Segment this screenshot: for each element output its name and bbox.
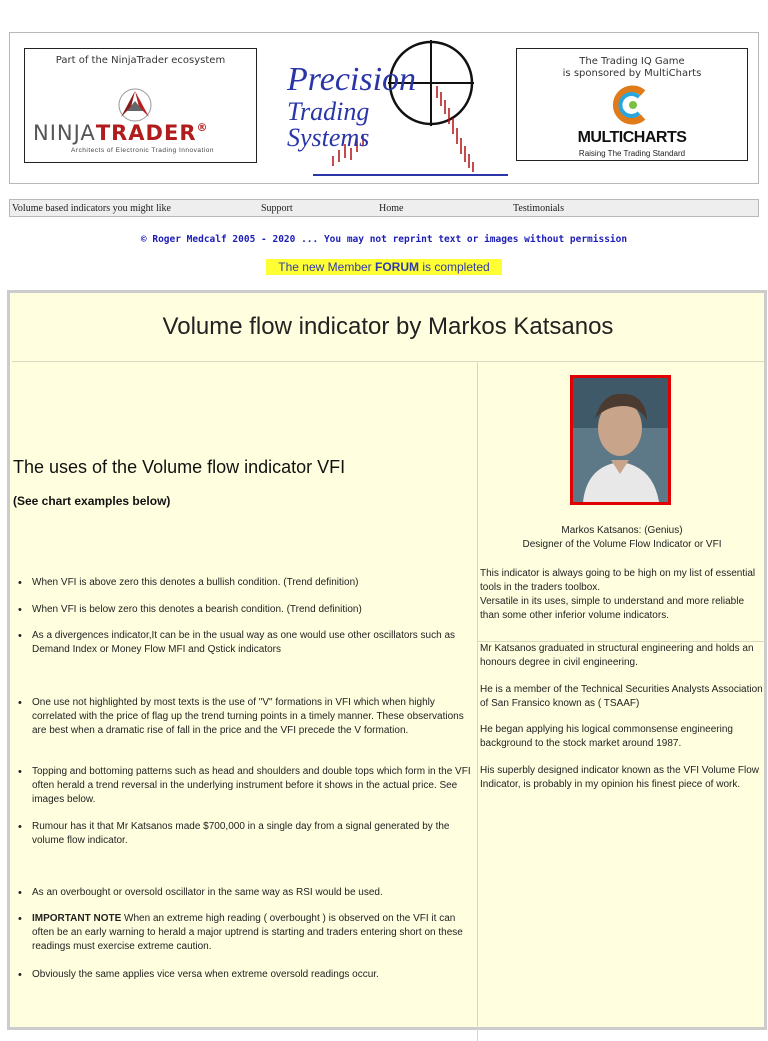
forum-link[interactable]: FORUM — [375, 260, 419, 274]
list-item: • One use not highlighted by most texts is the use of "V" formations in VFI which when highly correlated with the price of flag up the trend turning points in a timely manner. These observations are best when a dramatic rise of fall in the price and the VFI precede the V formation. — [32, 696, 474, 738]
list-item: • Topping and bottoming patterns such as head and shoulders and double tops which form in the VFI often herald a trend reversal in the underlying instrument before it shows in the actual price. See images below. — [32, 765, 474, 807]
important-note-text: When an extreme high reading ( overbought ) is observed on the VFI it can often be an early warning to herald a major uptrend is starting and traders entering short on these readings must exercise extreme caution. — [32, 913, 463, 952]
logo-line-precision: Precision — [287, 61, 417, 98]
sponsor-banner — [9, 32, 759, 184]
ninjatrader-ad[interactable] — [24, 48, 257, 163]
right-paragraph-3: Mr Katsanos graduated in structural engineering and holds an honours degree in civil engineering. — [480, 643, 754, 668]
multicharts-ad-caption — [517, 56, 747, 80]
list-item: • When VFI is below zero this denotes a bearish condition. (Trend definition) — [32, 603, 474, 617]
multicharts-ad[interactable] — [516, 48, 748, 161]
important-note-label: IMPORTANT NOTE — [32, 913, 122, 924]
logo-line-trading: Trading — [287, 97, 370, 126]
ninjatrader-tagline: Architects of Electronic Trading Innovation — [71, 147, 214, 154]
ninjatrader-wordmark: NINJATRADER® — [33, 121, 209, 145]
right-paragraph-5: He began applying his logical commonsense engineering background to the stock market around 1987. — [480, 724, 733, 749]
list-item: • When VFI is above zero this denotes a bullish condition. (Trend definition) — [32, 576, 474, 590]
nav-volume-indicators[interactable]: Volume based indicators you might like — [12, 203, 171, 214]
right-paragraph-4: He is a member of the Technical Securities Analysts Association of San Fransico known as ( TSAAF) — [480, 684, 763, 709]
multicharts-c-icon — [609, 85, 653, 125]
forum-suffix: is completed — [419, 260, 490, 274]
list-item: • As a divergences indicator,It can be in the usual way as one would use other oscillators such as Demand Index or Money Flow MFI and Qstick indicators — [32, 629, 474, 657]
multicharts-wordmark: MULTICHARTS — [577, 129, 687, 146]
section-subheading: (See chart examples below) — [13, 494, 171, 508]
right-paragraph-2: Versatile in its uses, simple to understand and more reliable than some other inferior volume indicators. — [480, 596, 745, 621]
multicharts-caption-line2: is sponsored by MultiCharts — [562, 68, 702, 79]
list-item: • As an overbought or oversold oscillator in the same way as RSI would be used. — [32, 886, 474, 900]
right-paragraph-6: His superbly designed indicator known as the VFI Volume Flow Indicator, is probably in my opinion his finest piece of work. — [480, 765, 760, 790]
katsanos-portrait — [570, 375, 671, 505]
page-title: Volume flow indicator by Markos Katsanos — [162, 313, 614, 340]
portrait-image — [573, 378, 668, 502]
content-panel — [7, 290, 767, 1030]
title-cell — [12, 295, 764, 362]
photo-caption-name: Markos Katsanos: (Genius) — [561, 525, 683, 536]
ninja-star-icon — [111, 87, 159, 123]
ninjatrader-ad-caption: Part of the NinjaTrader ecosystem — [55, 55, 226, 66]
logo-line-systems: Systems — [287, 123, 370, 152]
nav-home[interactable]: Home — [379, 203, 404, 214]
photo-caption-role: Designer of the Volume Flow Indicator or VFI — [522, 539, 722, 550]
list-item: • Obviously the same applies vice versa when extreme oversold readings occur. — [32, 968, 474, 982]
forum-announcement — [266, 259, 502, 275]
precision-trading-systems-logo[interactable] — [273, 38, 513, 178]
list-item: • Rumour has it that Mr Katsanos made $700,000 in a single day from a signal generated by the volume flow indicator. — [32, 820, 474, 848]
column-divider — [477, 361, 478, 1041]
nav-bar — [9, 199, 759, 217]
nav-testimonials[interactable]: Testimonials — [513, 203, 564, 214]
copyright-notice: © Roger Medcalf 2005 - 2020 ... You may not reprint text or images without permission — [140, 234, 628, 245]
multicharts-tagline: Raising The Trading Standard — [578, 149, 686, 158]
right-paragraph-1: This indicator is always going to be high on my list of essential tools in the traders toolbox. — [480, 568, 756, 593]
section-heading: The uses of the Volume flow indicator VFI — [13, 457, 346, 477]
nav-support[interactable]: Support — [261, 203, 293, 214]
multicharts-caption-line1: The Trading IQ Game — [579, 56, 685, 67]
list-item — [32, 912, 474, 954]
forum-prefix: The new Member — [278, 260, 375, 274]
